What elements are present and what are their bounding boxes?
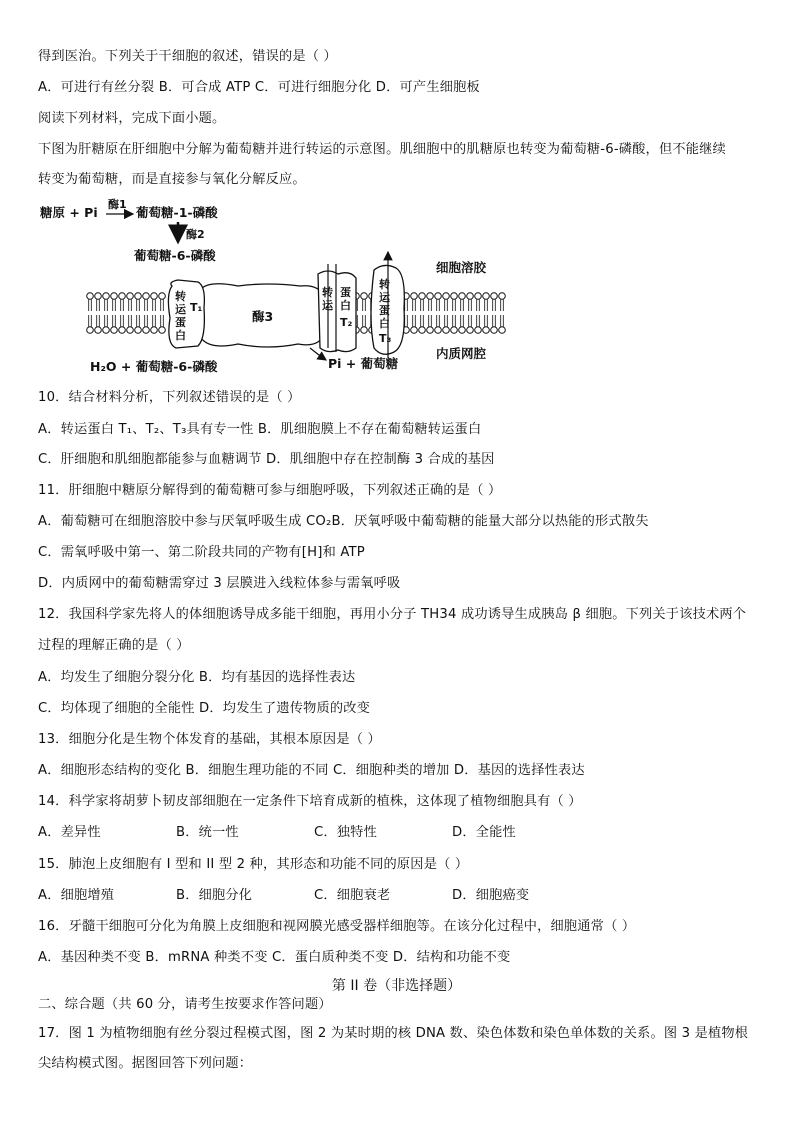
part-2-heading: 二、综合题（共 60 分，请考生按要求作答问题）	[38, 997, 332, 1012]
q15-option-a: A．细胞增殖	[38, 888, 115, 903]
lipid-head	[119, 293, 126, 300]
q14-option-c: C．独特性	[314, 825, 377, 840]
q14-options	[38, 824, 516, 842]
question-14: 14．科学家将胡萝卜韧皮部细胞在一定条件下培育成新的植株，这体现了植物细胞具有（ ）	[38, 794, 582, 809]
q15-options	[38, 887, 529, 905]
q11-options-ab: A．葡萄糖可在细胞溶胶中参与厌氧呼吸生成 CO₂B．厌氧呼吸中葡萄糖的能量大部分以热能的形式散失	[38, 514, 649, 529]
enzyme2-label: 酶2	[186, 228, 205, 241]
q16-options: A．基因种类不变 B．mRNA 种类不变 C．蛋白质种类不变 D．结构和功能不变	[38, 950, 511, 965]
q12-options-ab: A．均发生了细胞分裂分化 B．均有基因的选择性表达	[38, 670, 356, 685]
question-10: 10．结合材料分析，下列叙述错误的是（ ）	[38, 390, 301, 405]
q14-option-d: D．全能性	[452, 825, 516, 840]
glycogen-pi-label: 糖原 + Pi	[40, 205, 98, 220]
question-16: 16．牙髓干细胞可分化为角膜上皮细胞和视网膜光感受器样细胞等。在该分化过程中，细胞通常（ ）	[38, 919, 636, 934]
q12-options-cd: C．均体现了细胞的全能性 D．均发生了遗传物质的改变	[38, 701, 371, 716]
question-12-cont: 过程的理解正确的是（ ）	[38, 638, 190, 653]
lipid-head	[475, 293, 482, 300]
transporter-char: 运	[322, 299, 333, 312]
transporter-sub: T₁	[190, 301, 203, 314]
lipid-head	[159, 327, 166, 334]
g6p-label: 葡萄糖-6-磷酸	[134, 248, 216, 263]
bottom-right-label: Pi + 葡萄糖	[328, 356, 399, 371]
question-13: 13．细胞分化是生物个体发育的基础，其根本原因是（ ）	[38, 732, 381, 747]
lipid-head	[435, 293, 442, 300]
enzyme3-label: 酶3	[252, 309, 274, 324]
transporter-char: 转	[322, 286, 333, 299]
q10-options-cd: C．肝细胞和肌细胞都能参与血糖调节 D．肌细胞中存在控制酶 3 合成的基因	[38, 452, 495, 467]
transporter-char: 蛋	[340, 286, 351, 299]
er-lumen-label: 内质网腔	[436, 346, 487, 361]
lipid-head	[467, 327, 474, 334]
lipid-head	[499, 293, 506, 300]
lipid-head	[419, 293, 426, 300]
lipid-head	[435, 327, 442, 334]
lipid-head	[427, 327, 434, 334]
lipid-head	[459, 327, 466, 334]
t3-text	[379, 277, 392, 345]
lipid-head	[361, 327, 368, 334]
lipid-head	[135, 293, 142, 300]
transporter-char: 蛋	[175, 316, 186, 329]
question-11: 11．肝细胞中糖原分解得到的葡萄糖可参与细胞呼吸，下列叙述正确的是（ ）	[38, 483, 502, 498]
lipid-head	[451, 327, 458, 334]
question-17-cont: 尖结构模式图。据图回答下列问题：	[38, 1056, 253, 1071]
q13-options: A．细胞形态结构的变化 B．细胞生理功能的不同 C．细胞种类的增加 D．基因的选择性表达	[38, 763, 585, 778]
lipid-head	[103, 327, 110, 334]
q14-option-b: B．统一性	[176, 825, 239, 840]
transporter-char: 运	[175, 303, 186, 316]
transporter-sub: T₂	[340, 316, 353, 329]
lipid-head	[419, 327, 426, 334]
lipid-head	[443, 327, 450, 334]
lipid-head	[483, 327, 490, 334]
q10-options-ab: A．转运蛋白 T₁、T₂、T₃具有专一性 B．肌细胞膜上不存在葡萄糖转运蛋白	[38, 422, 482, 437]
lipid-head	[127, 327, 134, 334]
q15-option-d: D．细胞癌变	[452, 888, 530, 903]
q14-option-a: A．差异性	[38, 825, 101, 840]
transporter-char: 白	[175, 329, 186, 342]
transporter-char: 转	[379, 278, 390, 291]
cytosol-label: 细胞溶胶	[436, 260, 487, 275]
lipid-head	[95, 327, 102, 334]
text-line: A．可进行有丝分裂 B．可合成 ATP C．可进行细胞分化 D．可产生细胞板	[38, 80, 480, 95]
lipid-head	[87, 293, 94, 300]
lipid-head	[483, 293, 490, 300]
q15-option-c: C．细胞衰老	[314, 888, 391, 903]
lipid-head	[451, 293, 458, 300]
text-line: 下图为肝糖原在肝细胞中分解为葡萄糖并进行转运的示意图。肌细胞中的肌糖原也转变为葡萄糖-6-磷酸，但不能继续	[38, 142, 726, 157]
lipid-head	[475, 327, 482, 334]
lipid-head	[411, 327, 418, 334]
lipid-head	[111, 293, 118, 300]
lipid-head	[491, 327, 498, 334]
text-line: 得到医治。下列关于干细胞的叙述，错误的是（ ）	[38, 49, 337, 64]
glycogen-transport-diagram	[38, 198, 508, 378]
lipid-head	[467, 293, 474, 300]
lipid-head	[143, 293, 150, 300]
lipid-head	[143, 327, 150, 334]
q15-option-b: B．细胞分化	[176, 888, 253, 903]
section-title: 第 II 卷（非选择题）	[331, 978, 462, 994]
q11-option-c: C．需氧呼吸中第一、第二阶段共同的产物有[H]和 ATP	[38, 545, 365, 560]
lipid-head	[159, 293, 166, 300]
transporter-sub: T₃	[379, 332, 392, 345]
transporter-char: 蛋	[379, 304, 390, 317]
lipid-head	[127, 293, 134, 300]
text-line: 转变为葡萄糖，而是直接参与氧化分解反应。	[38, 172, 306, 187]
lipid-head	[459, 293, 466, 300]
transporter-t1	[168, 280, 204, 348]
question-17: 17．图 1 为植物细胞有丝分裂过程模式图，图 2 为某时期的核 DNA 数、染色体数和染色单体数的关系。图 3 是植物根	[38, 1026, 749, 1041]
lipid-head	[135, 327, 142, 334]
q11-option-d: D．内质网中的葡萄糖需穿过 3 层膜进入线粒体参与需氧呼吸	[38, 576, 401, 591]
lipid-head	[151, 327, 158, 334]
transporter-char: 转	[175, 290, 186, 303]
transporter-char: 运	[379, 291, 390, 304]
lipid-head	[361, 293, 368, 300]
lipid-head	[443, 293, 450, 300]
lipid-head	[119, 327, 126, 334]
lipid-head	[111, 327, 118, 334]
transporter-char: 白	[379, 317, 390, 330]
lipid-head	[103, 293, 110, 300]
lipid-head	[427, 293, 434, 300]
bottom-left-label: H₂O + 葡萄糖-6-磷酸	[90, 359, 218, 374]
lipid-head	[499, 327, 506, 334]
question-15: 15．肺泡上皮细胞有 I 型和 II 型 2 种，其形态和功能不同的原因是（ ）	[38, 857, 469, 872]
transporter-char: 白	[340, 299, 351, 312]
g1p-label: 葡萄糖-1-磷酸	[136, 205, 218, 220]
text-line: 阅读下列材料，完成下面小题。	[38, 111, 226, 126]
lipid-head	[411, 293, 418, 300]
lipid-head	[87, 327, 94, 334]
lipid-head	[491, 293, 498, 300]
lipid-head	[151, 293, 158, 300]
lipid-head	[95, 293, 102, 300]
enzyme1-label: 酶1	[108, 198, 127, 211]
question-12: 12．我国科学家先将人的体细胞诱导成多能干细胞，再用小分子 TH34 成功诱导生成胰岛 β 细胞。下列关于该技术两个	[38, 607, 747, 622]
